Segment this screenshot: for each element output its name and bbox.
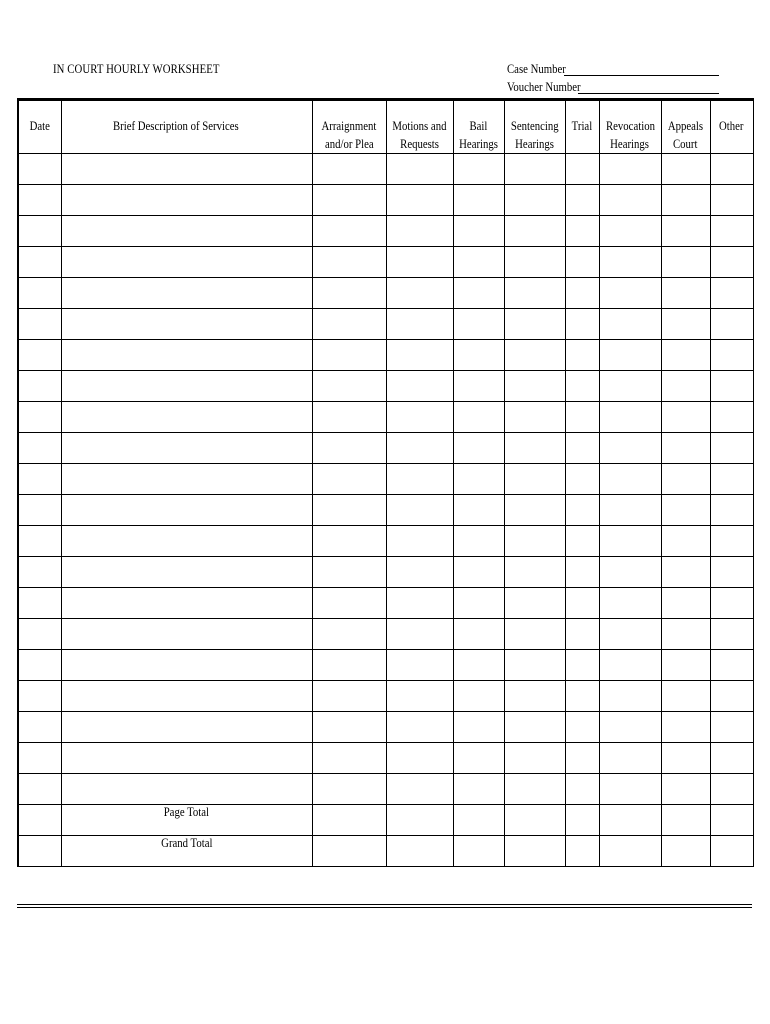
cell-revocation[interactable] [599, 154, 661, 185]
cell-arraignment[interactable] [312, 805, 386, 836]
cell-trial[interactable] [565, 154, 599, 185]
cell-motions[interactable] [386, 619, 453, 650]
cell-arraignment[interactable] [312, 154, 386, 185]
cell-description[interactable] [61, 619, 312, 650]
cell-trial[interactable] [565, 402, 599, 433]
table-row [18, 154, 753, 185]
case-number-field[interactable] [564, 75, 719, 76]
cell-trial[interactable] [565, 836, 599, 867]
cell-date[interactable] [18, 619, 61, 650]
cell-description[interactable] [61, 371, 312, 402]
cell-sentencing[interactable] [504, 681, 565, 712]
cell-arraignment[interactable] [312, 836, 386, 867]
cell-other[interactable] [710, 278, 753, 309]
cell-description[interactable] [61, 650, 312, 681]
column-header-trial-text: Trial [571, 119, 593, 133]
cell-appeals[interactable] [661, 526, 710, 557]
cell-arraignment[interactable] [312, 619, 386, 650]
cell-sentencing[interactable] [504, 836, 565, 867]
cell-bail[interactable] [453, 805, 504, 836]
cell-date[interactable] [18, 805, 61, 836]
cell-bail[interactable] [453, 247, 504, 278]
cell-other[interactable] [710, 185, 753, 216]
cell-revocation[interactable] [599, 805, 661, 836]
cell-appeals[interactable] [661, 278, 710, 309]
column-header-arraignment-line1: Arraignment [321, 119, 377, 133]
cell-trial[interactable] [565, 247, 599, 278]
cell-appeals[interactable] [661, 371, 710, 402]
cell-date[interactable] [18, 681, 61, 712]
column-header-appeals [661, 100, 710, 154]
cell-revocation[interactable] [599, 526, 661, 557]
cell-trial[interactable] [565, 805, 599, 836]
cell-description[interactable] [61, 743, 312, 774]
cell-bail[interactable] [453, 464, 504, 495]
cell-other[interactable] [710, 805, 753, 836]
cell-bail[interactable] [453, 650, 504, 681]
cell-trial[interactable] [565, 712, 599, 743]
table-row [18, 433, 753, 464]
column-header-appeals-line2: Court [673, 137, 698, 151]
cell-date[interactable] [18, 526, 61, 557]
column-header-description-text: Brief Description of Services [113, 119, 240, 133]
cell-appeals[interactable] [661, 588, 710, 619]
cell-description [61, 805, 312, 836]
cell-arraignment[interactable] [312, 464, 386, 495]
cell-other[interactable] [710, 743, 753, 774]
cell-arraignment[interactable] [312, 712, 386, 743]
cell-sentencing[interactable] [504, 495, 565, 526]
cell-other[interactable] [710, 557, 753, 588]
column-header-motions-line2: Requests [400, 137, 439, 151]
table-row [18, 371, 753, 402]
voucher-number-label-text: Voucher Number [507, 80, 581, 94]
table-row [18, 557, 753, 588]
cell-arraignment[interactable] [312, 495, 386, 526]
cell-revocation[interactable] [599, 309, 661, 340]
table-row [18, 278, 753, 309]
cell-other[interactable] [710, 681, 753, 712]
cell-appeals[interactable] [661, 836, 710, 867]
cell-arraignment[interactable] [312, 774, 386, 805]
cell-date[interactable] [18, 154, 61, 185]
cell-trial[interactable] [565, 340, 599, 371]
worksheet-title: IN COURT HOURLY WORKSHEET [53, 62, 220, 76]
cell-sentencing[interactable] [504, 774, 565, 805]
cell-trial[interactable] [565, 309, 599, 340]
cell-date[interactable] [18, 185, 61, 216]
cell-bail[interactable] [453, 340, 504, 371]
cell-trial[interactable] [565, 588, 599, 619]
table-row [18, 309, 753, 340]
cell-revocation[interactable] [599, 619, 661, 650]
cell-trial[interactable] [565, 278, 599, 309]
cell-motions[interactable] [386, 836, 453, 867]
cell-arraignment[interactable] [312, 216, 386, 247]
cell-bail[interactable] [453, 619, 504, 650]
cell-bail[interactable] [453, 309, 504, 340]
column-header-sentencing [504, 100, 565, 154]
column-header-trial [565, 100, 599, 154]
cell-arraignment[interactable] [312, 402, 386, 433]
cell-trial[interactable] [565, 650, 599, 681]
cell-revocation[interactable] [599, 743, 661, 774]
cell-sentencing[interactable] [504, 464, 565, 495]
cell-sentencing[interactable] [504, 743, 565, 774]
cell-description[interactable] [61, 278, 312, 309]
cell-motions[interactable] [386, 185, 453, 216]
cell-sentencing[interactable] [504, 247, 565, 278]
cell-sentencing[interactable] [504, 650, 565, 681]
cell-description[interactable] [61, 526, 312, 557]
column-header-date [18, 100, 61, 154]
table-row [18, 743, 753, 774]
cell-sentencing[interactable] [504, 557, 565, 588]
cell-trial[interactable] [565, 743, 599, 774]
cell-other[interactable] [710, 433, 753, 464]
cell-description [61, 836, 312, 867]
cell-other[interactable] [710, 588, 753, 619]
column-header-motions-line1: Motions and [392, 119, 447, 133]
cell-bail[interactable] [453, 402, 504, 433]
cell-other[interactable] [710, 402, 753, 433]
cell-appeals[interactable] [661, 433, 710, 464]
cell-revocation[interactable] [599, 557, 661, 588]
cell-bail[interactable] [453, 154, 504, 185]
cell-motions[interactable] [386, 681, 453, 712]
cell-sentencing[interactable] [504, 526, 565, 557]
cell-bail[interactable] [453, 712, 504, 743]
cell-trial[interactable] [565, 216, 599, 247]
cell-bail[interactable] [453, 681, 504, 712]
cell-description[interactable] [61, 495, 312, 526]
cell-other[interactable] [710, 247, 753, 278]
cell-revocation[interactable] [599, 836, 661, 867]
cell-revocation[interactable] [599, 681, 661, 712]
cell-description[interactable] [61, 185, 312, 216]
cell-appeals[interactable] [661, 774, 710, 805]
cell-other[interactable] [710, 495, 753, 526]
cell-date[interactable] [18, 650, 61, 681]
cell-arraignment[interactable] [312, 526, 386, 557]
cell-motions[interactable] [386, 743, 453, 774]
cell-description[interactable] [61, 712, 312, 743]
cell-appeals[interactable] [661, 650, 710, 681]
cell-bail[interactable] [453, 743, 504, 774]
cell-bail[interactable] [453, 371, 504, 402]
column-header-description [61, 100, 312, 154]
cell-motions[interactable] [386, 526, 453, 557]
cell-sentencing[interactable] [504, 619, 565, 650]
cell-date[interactable] [18, 402, 61, 433]
cell-other[interactable] [710, 309, 753, 340]
column-header-revocation-line2: Hearings [610, 137, 650, 151]
cell-motions[interactable] [386, 557, 453, 588]
table-row [18, 712, 753, 743]
cell-sentencing[interactable] [504, 433, 565, 464]
cell-arraignment[interactable] [312, 309, 386, 340]
cell-date[interactable] [18, 340, 61, 371]
table-row [18, 681, 753, 712]
cell-revocation[interactable] [599, 774, 661, 805]
cell-date[interactable] [18, 743, 61, 774]
cell-date[interactable] [18, 495, 61, 526]
cell-motions[interactable] [386, 495, 453, 526]
cell-trial[interactable] [565, 681, 599, 712]
cell-other[interactable] [710, 464, 753, 495]
cell-date[interactable] [18, 371, 61, 402]
cell-arraignment[interactable] [312, 650, 386, 681]
cell-description[interactable] [61, 464, 312, 495]
cell-revocation[interactable] [599, 588, 661, 619]
cell-motions[interactable] [386, 433, 453, 464]
table-row [18, 247, 753, 278]
worksheet-table [17, 98, 754, 867]
cell-bail[interactable] [453, 836, 504, 867]
cell-appeals[interactable] [661, 743, 710, 774]
voucher-number-field[interactable] [578, 93, 719, 94]
cell-other[interactable] [710, 340, 753, 371]
cell-bail[interactable] [453, 526, 504, 557]
cell-appeals[interactable] [661, 340, 710, 371]
cell-description[interactable] [61, 774, 312, 805]
column-header-revocation-line1: Revocation [605, 119, 655, 133]
cell-sentencing[interactable] [504, 309, 565, 340]
cell-bail[interactable] [453, 495, 504, 526]
page-total-row [18, 805, 753, 836]
column-header-appeals-line1: Appeals [667, 119, 704, 133]
cell-arraignment[interactable] [312, 247, 386, 278]
cell-arraignment[interactable] [312, 557, 386, 588]
cell-appeals[interactable] [661, 154, 710, 185]
cell-description[interactable] [61, 216, 312, 247]
worksheet-table-wrapper [17, 98, 752, 908]
column-header-date-text: Date [29, 119, 50, 133]
table-header-row [18, 100, 753, 154]
bottom-double-rule-bottom [17, 907, 752, 908]
cell-trial[interactable] [565, 433, 599, 464]
cell-revocation[interactable] [599, 371, 661, 402]
cell-arraignment[interactable] [312, 588, 386, 619]
cell-date[interactable] [18, 774, 61, 805]
column-header-bail-line1: Bail [469, 119, 488, 133]
cell-date[interactable] [18, 712, 61, 743]
column-header-bail [453, 100, 504, 154]
column-header-other [710, 100, 753, 154]
cell-revocation[interactable] [599, 340, 661, 371]
cell-sentencing[interactable] [504, 805, 565, 836]
cell-description[interactable] [61, 309, 312, 340]
table-row [18, 185, 753, 216]
cell-other[interactable] [710, 712, 753, 743]
cell-date[interactable] [18, 433, 61, 464]
grand-total-row [18, 836, 753, 867]
cell-revocation[interactable] [599, 185, 661, 216]
cell-date[interactable] [18, 216, 61, 247]
cell-arraignment[interactable] [312, 185, 386, 216]
table-row [18, 402, 753, 433]
cell-appeals[interactable] [661, 681, 710, 712]
cell-trial[interactable] [565, 774, 599, 805]
cell-bail[interactable] [453, 433, 504, 464]
cell-appeals[interactable] [661, 805, 710, 836]
cell-other[interactable] [710, 154, 753, 185]
bottom-double-rule-top [17, 904, 752, 905]
cell-date[interactable] [18, 247, 61, 278]
cell-revocation[interactable] [599, 712, 661, 743]
table-row [18, 588, 753, 619]
cell-description[interactable] [61, 681, 312, 712]
cell-bail[interactable] [453, 557, 504, 588]
cell-bail[interactable] [453, 588, 504, 619]
cell-motions[interactable] [386, 588, 453, 619]
table-body [18, 154, 753, 867]
cell-sentencing[interactable] [504, 712, 565, 743]
cell-motions[interactable] [386, 309, 453, 340]
cell-motions[interactable] [386, 464, 453, 495]
cell-arraignment[interactable] [312, 743, 386, 774]
cell-revocation[interactable] [599, 278, 661, 309]
cell-appeals[interactable] [661, 712, 710, 743]
cell-description[interactable] [61, 557, 312, 588]
table-row [18, 650, 753, 681]
cell-date[interactable] [18, 557, 61, 588]
cell-arraignment[interactable] [312, 371, 386, 402]
cell-trial[interactable] [565, 495, 599, 526]
cell-appeals[interactable] [661, 216, 710, 247]
cell-arraignment[interactable] [312, 433, 386, 464]
cell-description[interactable] [61, 340, 312, 371]
cell-date[interactable] [18, 588, 61, 619]
cell-other[interactable] [710, 836, 753, 867]
column-header-revocation [599, 100, 661, 154]
column-header-arraignment [312, 100, 386, 154]
table-row [18, 464, 753, 495]
cell-other[interactable] [710, 216, 753, 247]
cell-appeals[interactable] [661, 309, 710, 340]
cell-other[interactable] [710, 619, 753, 650]
cell-revocation[interactable] [599, 495, 661, 526]
cell-revocation[interactable] [599, 402, 661, 433]
table-row [18, 495, 753, 526]
cell-trial[interactable] [565, 619, 599, 650]
cell-revocation[interactable] [599, 433, 661, 464]
cell-appeals[interactable] [661, 464, 710, 495]
cell-revocation[interactable] [599, 464, 661, 495]
cell-motions[interactable] [386, 247, 453, 278]
cell-sentencing[interactable] [504, 371, 565, 402]
cell-motions[interactable] [386, 154, 453, 185]
grand-total-row-label: Grand Total [160, 836, 213, 850]
cell-other[interactable] [710, 774, 753, 805]
cell-sentencing[interactable] [504, 340, 565, 371]
table-row [18, 340, 753, 371]
cell-other[interactable] [710, 526, 753, 557]
cell-trial[interactable] [565, 185, 599, 216]
case-number-label-text: Case Number [507, 62, 566, 76]
cell-sentencing[interactable] [504, 154, 565, 185]
cell-appeals[interactable] [661, 557, 710, 588]
cell-date[interactable] [18, 309, 61, 340]
column-header-sentencing-line2: Hearings [515, 137, 554, 151]
cell-appeals[interactable] [661, 619, 710, 650]
cell-arraignment[interactable] [312, 278, 386, 309]
cell-description[interactable] [61, 433, 312, 464]
cell-motions[interactable] [386, 340, 453, 371]
cell-revocation[interactable] [599, 216, 661, 247]
cell-motions[interactable] [386, 712, 453, 743]
table-row [18, 619, 753, 650]
table-row [18, 526, 753, 557]
cell-revocation[interactable] [599, 650, 661, 681]
column-header-motions [386, 100, 453, 154]
page-total-row-label: Page Total [163, 805, 210, 819]
cell-appeals[interactable] [661, 185, 710, 216]
column-header-bail-line2: Hearings [459, 137, 498, 151]
cell-description[interactable] [61, 588, 312, 619]
cell-appeals[interactable] [661, 495, 710, 526]
cell-date[interactable] [18, 278, 61, 309]
cell-description[interactable] [61, 154, 312, 185]
cell-bail[interactable] [453, 774, 504, 805]
column-header-arraignment-line2: and/or Plea [324, 137, 374, 151]
cell-sentencing[interactable] [504, 278, 565, 309]
cell-motions[interactable] [386, 278, 453, 309]
cell-motions[interactable] [386, 805, 453, 836]
table-row [18, 774, 753, 805]
cell-sentencing[interactable] [504, 588, 565, 619]
cell-trial[interactable] [565, 371, 599, 402]
cell-appeals[interactable] [661, 247, 710, 278]
cell-sentencing[interactable] [504, 216, 565, 247]
cell-arraignment[interactable] [312, 340, 386, 371]
column-header-other-text: Other [719, 119, 744, 133]
cell-description[interactable] [61, 247, 312, 278]
cell-date[interactable] [18, 464, 61, 495]
cell-trial[interactable] [565, 464, 599, 495]
cell-motions[interactable] [386, 402, 453, 433]
cell-arraignment[interactable] [312, 681, 386, 712]
cell-sentencing[interactable] [504, 402, 565, 433]
cell-trial[interactable] [565, 557, 599, 588]
cell-trial[interactable] [565, 526, 599, 557]
cell-motions[interactable] [386, 774, 453, 805]
cell-other[interactable] [710, 371, 753, 402]
column-header-sentencing-line1: Sentencing [510, 119, 559, 133]
cell-appeals[interactable] [661, 402, 710, 433]
cell-revocation[interactable] [599, 247, 661, 278]
cell-motions[interactable] [386, 216, 453, 247]
cell-date[interactable] [18, 836, 61, 867]
cell-description[interactable] [61, 402, 312, 433]
cell-motions[interactable] [386, 650, 453, 681]
cell-other[interactable] [710, 650, 753, 681]
table-row [18, 216, 753, 247]
cell-bail[interactable] [453, 278, 504, 309]
cell-bail[interactable] [453, 216, 504, 247]
cell-bail[interactable] [453, 185, 504, 216]
cell-motions[interactable] [386, 371, 453, 402]
cell-sentencing[interactable] [504, 185, 565, 216]
